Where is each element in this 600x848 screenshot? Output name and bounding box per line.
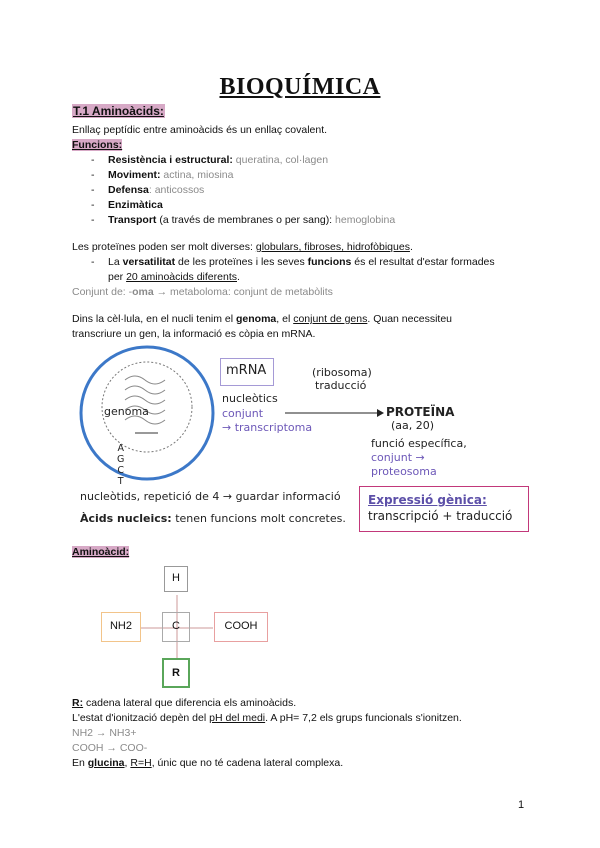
acids-line: [80, 512, 346, 525]
conjunt-line: [72, 286, 333, 298]
section-heading-aminoacid: [72, 546, 129, 558]
section-heading-text: T.1 Aminoàcids:: [73, 104, 164, 118]
genoma-label: genoma: [104, 405, 149, 418]
acids-rest: tenen funcions molt concretes.: [171, 512, 346, 525]
nucleotids-label: nucleòtics: [222, 392, 278, 405]
text-run: La: [108, 256, 123, 268]
proteosoma-label: proteosoma: [371, 465, 437, 478]
nucli-line1: [72, 313, 452, 325]
text-run: ,: [124, 757, 131, 769]
text-run: és el resultat d'estar formades: [351, 256, 495, 268]
expressio-title: Expressió gènica:: [368, 493, 487, 507]
section2-heading-text: Aminoàcid:: [72, 546, 130, 558]
list-item-rest: hemoglobina: [335, 214, 396, 226]
diverse-types: globulars, fibroses, hidrofòbiques: [255, 241, 410, 253]
bases-column: [117, 443, 124, 487]
r-line: [72, 697, 296, 709]
page-title: BIOQUÍMICA: [219, 74, 381, 100]
cooh-line: COOH → COO-: [72, 742, 148, 754]
text-run: , el: [276, 313, 294, 325]
text-run: de les proteïnes i les seves: [175, 256, 308, 268]
nucleotids-line: nucleòtids, repetició de 4 → guardar informació: [80, 490, 341, 503]
text-run: → metaboloma: conjunt de metabòlits: [153, 286, 333, 298]
conjunt-label: conjunt: [222, 407, 264, 420]
mrna-box: [220, 358, 274, 386]
list-item: [108, 154, 328, 166]
glicina-line: [72, 757, 343, 769]
text-run-bold: funcions: [307, 256, 352, 268]
intro-line: Enllaç peptídic entre aminoàcids és un enllaç covalent.: [72, 124, 328, 136]
mrna-label: mRNA: [226, 363, 267, 378]
c-box: [162, 612, 190, 642]
traduccio-label: traducció: [315, 379, 367, 392]
text-run-underlined: 20 aminoàcids diferents: [126, 271, 237, 283]
list-item-rest: : anticossos: [148, 184, 205, 196]
text-run-underlined: conjunt de gens: [293, 313, 368, 325]
text-run: . Quan necessiteu: [367, 313, 452, 325]
proteina-label: PROTEÏNA: [386, 405, 455, 419]
bullet: -: [91, 199, 95, 211]
ribosoma-label: (ribosoma): [312, 366, 372, 379]
list-item-bold: Moviment:: [108, 169, 161, 181]
list-item: [108, 199, 163, 211]
bullet: -: [91, 214, 95, 226]
base-t: T: [117, 476, 124, 487]
diverse-prefix: Les proteïnes poden ser molt diverses:: [72, 241, 256, 253]
list-item-bold: Resistència i estructural:: [108, 154, 233, 166]
r-text: cadena lateral que diferencia els aminoàcids.: [83, 697, 297, 709]
list-item-middle: (a través de membranes o per sang):: [156, 214, 336, 226]
list-item: [108, 169, 233, 181]
list-item: [108, 214, 395, 226]
estat-line: [72, 712, 462, 724]
nh2-line: NH2 → NH3+: [72, 727, 137, 739]
list-item-bold: Enzimàtica: [108, 199, 163, 211]
text-run-underlined: pH del medi: [209, 712, 266, 724]
c-label: C: [172, 620, 180, 632]
list-item-rest: actina, miosina: [160, 169, 234, 181]
versatilitat-line1: [108, 256, 495, 268]
text-run: En: [72, 757, 88, 769]
cooh-box: [214, 612, 268, 642]
list-item-bold: Defensa: [108, 184, 149, 196]
base-c: C: [117, 465, 124, 476]
text-run-bold: oma: [132, 286, 154, 298]
expressio-box: [359, 486, 529, 532]
list-item-rest: queratina, col·lagen: [232, 154, 329, 166]
transcriptoma-label: → transcriptoma: [222, 421, 313, 434]
nh2-label: NH2: [109, 620, 132, 632]
bullet: -: [91, 256, 95, 268]
h-label: H: [172, 572, 180, 584]
r-box: [162, 658, 190, 688]
versatilitat-line2: [108, 271, 240, 283]
text-run: .: [237, 271, 240, 283]
bullet: -: [91, 169, 95, 181]
aa-label: (aa, 20): [391, 419, 435, 432]
text-run-bold: genoma: [236, 313, 277, 325]
list-item-bold: Transport: [108, 214, 157, 226]
acids-bold: Àcids nucleics:: [80, 512, 172, 525]
r-label-text: R:: [72, 697, 84, 709]
conjunt2-label: conjunt →: [371, 451, 425, 464]
list-item: [108, 184, 204, 196]
arrow-icon: [285, 405, 385, 419]
text-run: L'estat d'ionització depèn del: [72, 712, 210, 724]
text-run-underlined: R=H: [130, 757, 152, 769]
expressio-body: transcripció + traducció: [368, 509, 513, 523]
text-run-bold: versatilitat: [122, 256, 176, 268]
funcions-label: [72, 139, 122, 151]
section-heading-aminoacids: [72, 104, 165, 118]
r-label: R: [172, 667, 180, 679]
text-run-bold: glucina: [87, 757, 125, 769]
text-run: Conjunt de: -: [72, 286, 133, 298]
cooh-label: COOH: [224, 620, 258, 632]
funcions-label-text: Funcions:: [72, 139, 123, 151]
base-a: A: [117, 443, 124, 454]
text-run: Dins la cèl·lula, en el nucli tenim el: [72, 313, 236, 325]
h-box: [164, 566, 188, 592]
diverse-suffix: .: [409, 241, 413, 253]
bullet: -: [91, 154, 95, 166]
text-run: per: [108, 271, 127, 283]
text-run: , únic que no té cadena lateral complexa.: [151, 757, 344, 769]
nh2-box: [101, 612, 141, 642]
funcio-label: funció específica,: [371, 437, 467, 450]
diverse-line: [72, 241, 413, 253]
base-g: G: [117, 454, 125, 465]
bullet: -: [91, 184, 95, 196]
text-run: . A pH= 7,2 els grups funcionals s'ionitzen.: [265, 712, 462, 724]
nucli-line2: transcriure un gen, la informació es còpia en mRNA.: [72, 328, 316, 340]
page-number: 1: [518, 799, 525, 811]
